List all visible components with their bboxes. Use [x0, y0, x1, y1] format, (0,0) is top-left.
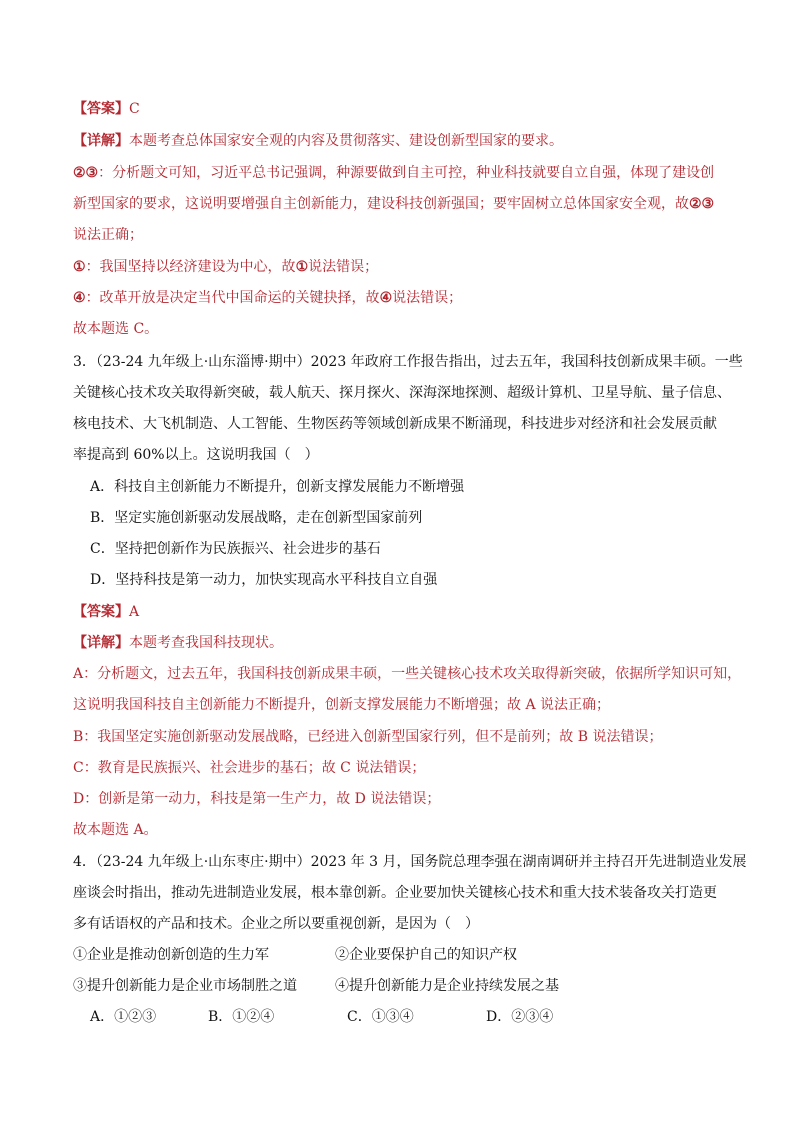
- q4-statement-1: ①企业是推动创新创造的生力军: [73, 947, 269, 963]
- marker: ①: [73, 259, 86, 275]
- q3-analysis-a-line-2: 这说明我国科技自主创新能力不断提升，创新支撑发展能力不断增强；故 A 说法正确；: [73, 697, 611, 713]
- q3-stem-line-2: 关键核心技术攻关取得新突破，载人航天、探月探火、深海深地探测、超级计算机、卫星导航、量子信息、: [73, 385, 731, 401]
- q3-option-a: A．科技自主创新能力不断提升，创新支撑发展能力不断增强: [90, 479, 465, 495]
- q2-detail-line: [73, 131, 563, 151]
- q3-analysis-d: D：创新是第一动力，科技是第一生产力，故 D 说法错误；: [73, 791, 441, 807]
- paragraph-text: 说法错误；: [392, 290, 463, 306]
- detail-label: 【详解】: [73, 635, 129, 651]
- answer-value: A: [129, 604, 140, 620]
- q2-paragraph-line-1: [73, 163, 714, 183]
- q2-answer-line: [73, 99, 140, 119]
- marker: ④: [73, 290, 86, 306]
- q4-stem-line-3: 多有话语权的产品和技术。企业之所以要重视创新，是因为（ ）: [73, 916, 479, 932]
- q4-choice-d: D．②③④: [486, 1009, 554, 1025]
- paragraph-text: 新型国家的要求，这说明要增强自主创新能力，建设科技创新强国；要牢固树立总体国家安全观，故: [73, 196, 689, 212]
- q4-stem-line-2: 座谈会时指出，推动先进制造业发展，根本靠创新。企业要加快关键核心技术和重大技术装备攻关打造更: [73, 885, 717, 901]
- paragraph-text: ：改革开放是决定当代中国命运的关键抉择，故: [85, 290, 380, 306]
- answer-label: 【答案】: [73, 101, 129, 117]
- q4-choice-c: C．①③④: [347, 1009, 414, 1025]
- q3-option-d: D．坚持科技是第一动力，加快实现高水平科技自立自强: [90, 572, 438, 588]
- q3-analysis-b: B：我国坚定实施创新驱动发展战略，已经进入创新型国家行列，但不是前列；故 B 说法错误；: [73, 729, 663, 745]
- q4-statement-4: ④提升创新能力是企业持续发展之基: [335, 978, 559, 994]
- q3-option-c: C．坚持把创新作为民族振兴、社会进步的基石: [90, 541, 381, 557]
- q4-statement-3: ③提升创新能力是企业市场制胜之道: [73, 978, 297, 994]
- q2-paragraph-2: [73, 257, 378, 277]
- q3-conclusion: 故本题选 A。: [73, 822, 158, 838]
- q2-conclusion: 故本题选 C。: [73, 321, 159, 337]
- q2-paragraph-line-2: [73, 194, 714, 214]
- detail-intro: 本题考查总体国家安全观的内容及贯彻落实、建设创新型国家的要求。: [129, 133, 563, 149]
- paragraph-text: ：我国坚持以经济建设为中心，故: [85, 259, 296, 275]
- q4-stem-line-1: 4．（23-24 九年级上·山东枣庄·期中）2023 年 3 月，国务院总理李强在湖南调研并主持召开先进制造业发展: [73, 854, 747, 870]
- q3-analysis-a-line-1: A：分析题文，过去五年，我国科技创新成果丰硕，一些关键核心技术攻关取得新突破，依据所学知识可知，: [73, 666, 742, 682]
- marker: ④: [379, 290, 393, 306]
- q2-paragraph-line-3: [73, 225, 143, 245]
- q4-choice-a: A．①②③: [90, 1009, 157, 1025]
- paragraph-text: 说法错误；: [308, 259, 379, 275]
- q4-choice-b: B．①②④: [208, 1009, 275, 1025]
- q3-stem-line-4: 率提高到 60%以上。这说明我国（ ）: [73, 447, 319, 463]
- q2-paragraph-3: [73, 288, 462, 308]
- q3-detail-line: [73, 633, 283, 653]
- detail-label: 【详解】: [73, 133, 129, 149]
- q3-answer-line: [73, 602, 139, 622]
- detail-intro: 本题考查我国科技现状。: [129, 635, 283, 651]
- marker: ①: [295, 259, 309, 275]
- paragraph-text: ：分析题文可知，习近平总书记强调，种源要做到自主可控，种业科技就要自立自强，体现了建设创: [98, 165, 715, 181]
- q4-statement-2: ②企业要保护自己的知识产权: [335, 947, 517, 963]
- q3-stem-line-1: 3．（23-24 九年级上·山东淄博·期中）2023 年政府工作报告指出，过去五年，我国科技创新成果丰硕。一些: [73, 354, 743, 370]
- answer-label: 【答案】: [73, 604, 129, 620]
- marker: ②③: [73, 165, 99, 181]
- answer-value: C: [129, 101, 140, 117]
- paragraph-text: 说法正确；: [73, 227, 143, 243]
- marker: ②③: [689, 196, 715, 212]
- q3-stem-line-3: 核电技术、大飞机制造、人工智能、生物医药等领域创新成果不断涌现，科技进步对经济和社会发展贡献: [73, 416, 717, 432]
- q3-analysis-c: C：教育是民族振兴、社会进步的基石；故 C 说法错误；: [73, 760, 426, 776]
- q3-option-b: B．坚定实施创新驱动发展战略，走在创新型国家前列: [90, 510, 423, 526]
